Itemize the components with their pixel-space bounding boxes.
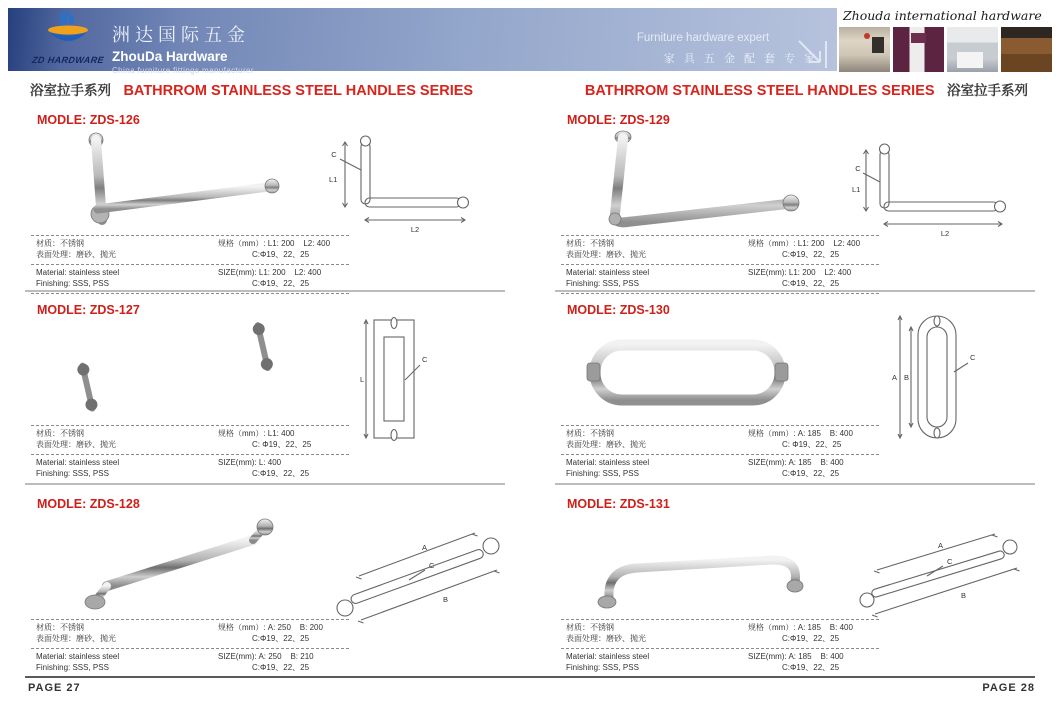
- finish-en: Finishing: SSS, PSS: [566, 468, 639, 478]
- model-label: MODLE: ZDS-128: [37, 497, 140, 511]
- material-zh: 材质：不锈钢: [566, 239, 614, 248]
- kitchen-photo-1: [839, 27, 890, 72]
- size-en-1: SIZE(mm): L: 400: [218, 458, 282, 467]
- dim-label-a: A: [938, 541, 944, 550]
- model-label: MODLE: ZDS-127: [37, 303, 140, 317]
- size-en-1: SIZE(mm): A: 185 B: 400: [748, 458, 844, 467]
- material-en: Material: stainless steel: [566, 458, 650, 467]
- kitchen-photo-2: [893, 27, 944, 72]
- material-zh: 材质：不锈钢: [566, 623, 614, 632]
- material-zh: 材质：不锈钢: [36, 429, 84, 438]
- technical-drawing-zds-131: [845, 522, 1030, 622]
- model-label: MODLE: ZDS-126: [37, 113, 140, 127]
- dim-label-c: C: [422, 355, 428, 364]
- product-section-zds-131: [555, 492, 1035, 674]
- section-separator: [555, 290, 1035, 292]
- kitchen-photo-3: [947, 27, 998, 72]
- product-section-zds-130: [555, 298, 1035, 480]
- spec-table: [561, 235, 879, 294]
- dim-label-c: C: [429, 561, 435, 570]
- finish-en: Finishing: SSS, PSS: [566, 278, 639, 288]
- title-en: BATHRROM STAINLESS STEEL HANDLES SERIES: [584, 83, 935, 99]
- size-en-2: C:Φ19、22、25: [252, 662, 310, 672]
- size-zh-2: C: Φ19、22、25: [782, 439, 842, 449]
- product-section-zds-127: [25, 298, 505, 480]
- product-section-zds-126: [25, 108, 505, 290]
- size-zh-1: 规格（mm）: A: 250 B: 200: [218, 623, 323, 632]
- script-title: Zhouda international hardware: [843, 8, 1042, 23]
- size-en-1: SIZE(mm): L1: 200 L2: 400: [748, 268, 852, 277]
- dim-label-a: A: [892, 373, 898, 382]
- footer-rule: [25, 676, 1035, 678]
- technical-drawing-zds-130: [890, 310, 985, 445]
- size-en-2: C:Φ19、22、25: [252, 468, 310, 478]
- material-en: Material: stainless steel: [36, 458, 120, 467]
- finish-zh: 表面处理：磨砂、抛光: [566, 439, 646, 449]
- section-separator: [25, 483, 505, 485]
- product-photo-zds-127: [40, 312, 300, 422]
- product-section-zds-129: [555, 108, 1035, 290]
- size-en-1: SIZE(mm): A: 185 B: 400: [748, 652, 844, 661]
- diagonal-arrow-icon: [796, 38, 832, 72]
- brand-block: [112, 21, 254, 75]
- finish-en: Finishing: SSS, PSS: [36, 278, 109, 288]
- size-zh-2: C: Φ19、22、25: [252, 439, 312, 449]
- size-zh-1: 规格（mm）: A: 185 B: 400: [748, 429, 853, 438]
- product-section-zds-128: [25, 492, 505, 674]
- spec-table: [31, 235, 349, 294]
- kitchen-photo-4: [1001, 27, 1052, 72]
- technical-drawing-zds-127: [360, 312, 445, 447]
- size-zh-1: 规格（mm）: L1: 200 L2: 400: [748, 239, 861, 248]
- header-right-strip: [837, 0, 1059, 76]
- finish-en: Finishing: SSS, PSS: [36, 468, 109, 478]
- dim-label-a: A: [422, 543, 428, 552]
- technical-drawing-zds-126: [325, 130, 495, 235]
- finish-zh: 表面处理：磨砂、抛光: [566, 633, 646, 643]
- title-en: BATHRROM STAINLESS STEEL HANDLES SERIES: [123, 83, 474, 99]
- dim-label-l2: L2: [410, 225, 420, 234]
- material-en: Material: stainless steel: [36, 652, 120, 661]
- spec-table: [31, 619, 349, 678]
- dim-label-l1: L1: [852, 185, 861, 194]
- size-en-2: C:Φ19、22、25: [252, 278, 310, 288]
- finish-en: Finishing: SSS, PSS: [36, 662, 109, 672]
- company-logo: [22, 10, 114, 70]
- size-zh-2: C:Φ19、22、25: [252, 633, 310, 643]
- section-separator: [25, 290, 505, 292]
- brand-name-en: ZhouDa Hardware: [112, 49, 228, 64]
- finish-zh: 表面处理：磨砂、抛光: [36, 249, 116, 259]
- dim-label-l2: L2: [940, 229, 950, 238]
- size-en-2: C:Φ19、22、25: [782, 468, 840, 478]
- material-zh: 材质：不锈钢: [36, 623, 84, 632]
- size-zh-1: 规格（mm）: L1: 200 L2: 400: [218, 239, 331, 248]
- dim-label-c: C: [970, 353, 976, 362]
- header-band: [8, 8, 837, 75]
- page-title-left: [30, 79, 473, 100]
- dim-label-b: B: [904, 373, 910, 382]
- page-number-27: PAGE 27: [28, 682, 81, 694]
- size-zh-1: 规格（mm）: A: 185 B: 400: [748, 623, 853, 632]
- tagline-en: Furniture hardware expert: [636, 32, 770, 44]
- dim-label-b: B: [961, 591, 967, 600]
- finish-zh: 表面处理：磨砂、抛光: [36, 439, 116, 449]
- model-label: MODLE: ZDS-131: [567, 497, 670, 511]
- material-en: Material: stainless steel: [36, 268, 120, 277]
- kitchen-gallery: [839, 27, 1052, 72]
- page-title-right: [555, 79, 1028, 100]
- dim-label-c: C: [331, 150, 337, 159]
- size-zh-2: C:Φ19、22、25: [252, 249, 310, 259]
- dim-label-c: C: [947, 557, 953, 566]
- spec-table: [561, 619, 879, 678]
- material-en: Material: stainless steel: [566, 268, 650, 277]
- model-label: MODLE: ZDS-129: [567, 113, 670, 127]
- model-label: MODLE: ZDS-130: [567, 303, 670, 317]
- brand-name-zh: 洲达国际五金: [112, 25, 250, 45]
- size-en-1: SIZE(mm): L1: 200 L2: 400: [218, 268, 322, 277]
- technical-drawing-zds-129: [850, 136, 1025, 241]
- product-photo-zds-129: [565, 128, 805, 238]
- material-en: Material: stainless steel: [566, 652, 650, 661]
- spec-table: [31, 425, 349, 484]
- size-zh-2: C:Φ19、22、25: [782, 633, 840, 643]
- size-en-2: C:Φ19、22、25: [782, 278, 840, 288]
- size-zh-1: 规格（mm）: L1: 400: [218, 429, 295, 438]
- material-zh: 材质：不锈钢: [36, 239, 84, 248]
- tagline-zh: 家 具 五 金 配 套 专 家: [663, 53, 819, 65]
- finish-en: Finishing: SSS, PSS: [566, 662, 639, 672]
- finish-zh: 表面处理：磨砂、抛光: [566, 249, 646, 259]
- size-zh-2: C:Φ19、22、25: [782, 249, 840, 259]
- finish-zh: 表面处理：磨砂、抛光: [36, 633, 116, 643]
- size-en-2: C:Φ19、22、25: [782, 662, 840, 672]
- logo-wordmark: ZD HARDWARE: [31, 55, 105, 65]
- title-zh: 浴室拉手系列: [947, 83, 1028, 98]
- brand-subtitle: China furniture fittings manufacturer: [112, 66, 254, 75]
- dim-label-b: B: [443, 595, 449, 604]
- product-photo-zds-131: [575, 532, 825, 612]
- dim-label-c: C: [855, 164, 861, 173]
- logo-emblem-icon: [42, 10, 94, 52]
- dim-label-l: L: [360, 375, 365, 384]
- product-photo-zds-128: [45, 508, 295, 613]
- spec-table: [561, 425, 879, 484]
- material-zh: 材质：不锈钢: [566, 429, 614, 438]
- dim-label-l1: L1: [329, 175, 338, 184]
- product-photo-zds-126: [50, 130, 290, 230]
- size-en-1: SIZE(mm): A: 250 B: 210: [218, 652, 314, 661]
- technical-drawing-zds-128: [325, 520, 510, 630]
- product-photo-zds-130: [570, 323, 800, 423]
- title-zh: 浴室拉手系列: [30, 83, 111, 98]
- section-separator: [555, 483, 1035, 485]
- page-number-28: PAGE 28: [982, 682, 1035, 694]
